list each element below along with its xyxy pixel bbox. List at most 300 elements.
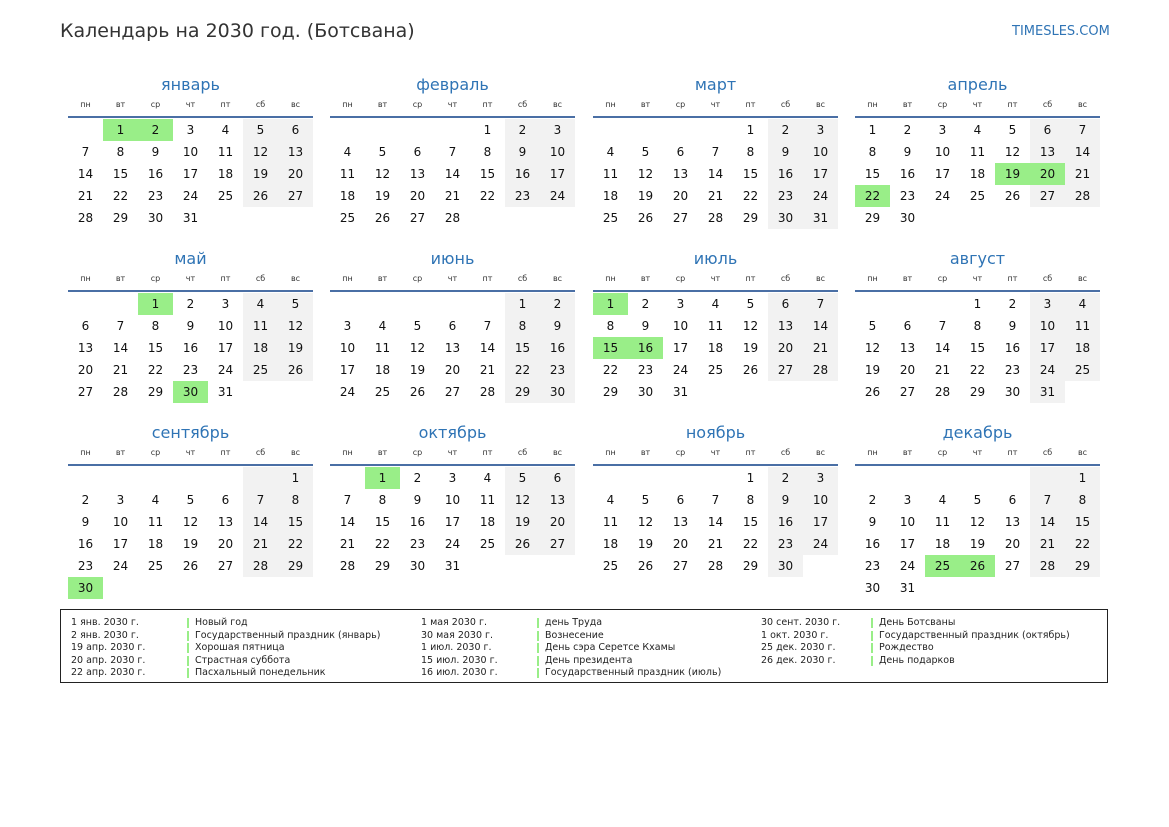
day-cell: 20 bbox=[77, 363, 94, 377]
empty-cell bbox=[855, 467, 890, 489]
day-cell: 18 bbox=[374, 363, 391, 377]
weekday-header bbox=[330, 446, 575, 466]
day-cell: 28 bbox=[707, 211, 724, 225]
day-cell: 3 bbox=[540, 119, 575, 141]
day-cell: 29 bbox=[147, 385, 164, 399]
day-cell: 16 bbox=[182, 341, 199, 355]
legend-date: 15 июл. 2030 г. bbox=[421, 654, 498, 666]
weekday-header bbox=[593, 272, 838, 292]
day-cell: 4 bbox=[1065, 293, 1100, 315]
empty-cell bbox=[138, 467, 173, 489]
day-cell: 12 bbox=[742, 319, 759, 333]
day-cell: 24 bbox=[112, 559, 129, 573]
day-cell: 5 bbox=[746, 297, 755, 311]
weekday-label: вт bbox=[115, 274, 126, 283]
month-name: апрель bbox=[947, 75, 1008, 94]
legend-holiday-name: День подарков bbox=[879, 654, 955, 666]
day-cell: 30 bbox=[147, 211, 164, 225]
legend-holiday-name: Государственный праздник (январь) bbox=[195, 629, 381, 641]
empty-cell bbox=[663, 467, 698, 489]
day-cell: 9 bbox=[151, 145, 160, 159]
day-cell: 16 bbox=[899, 167, 916, 181]
day-cell: 13 bbox=[899, 341, 916, 355]
empty-cell bbox=[593, 467, 628, 489]
legend-holiday-name: Хорошая пятница bbox=[195, 642, 285, 653]
day-cell: 6 bbox=[676, 493, 685, 507]
empty-cell bbox=[960, 467, 995, 489]
day-cell: 13 bbox=[278, 141, 313, 163]
day-grid bbox=[593, 467, 838, 577]
day-cell: 3 bbox=[221, 297, 230, 311]
empty-cell bbox=[698, 467, 733, 489]
month-name: ноябрь bbox=[685, 423, 746, 442]
weekday-label: пт bbox=[1007, 274, 1018, 283]
legend-row bbox=[61, 630, 1107, 643]
day-cell: 8 bbox=[973, 319, 982, 333]
empty-cell bbox=[628, 467, 663, 489]
legend-holiday-name: Вознесение bbox=[545, 629, 604, 641]
legend-marker bbox=[871, 643, 873, 653]
day-cell: 1 bbox=[1065, 467, 1100, 489]
legend-date: 30 сент. 2030 г. bbox=[761, 617, 841, 628]
day-cell: 20 bbox=[540, 511, 575, 533]
day-cell: 30 bbox=[768, 555, 803, 577]
weekday-label: пн bbox=[80, 448, 91, 457]
day-cell: 30 bbox=[409, 559, 426, 573]
empty-cell bbox=[330, 119, 365, 141]
day-cell: 6 bbox=[540, 467, 575, 489]
day-cell: 8 bbox=[151, 319, 160, 333]
day-cell: 2 bbox=[641, 297, 650, 311]
empty-cell bbox=[1065, 577, 1100, 599]
holiday-day: 25 bbox=[925, 555, 960, 577]
empty-cell bbox=[173, 467, 208, 489]
day-cell: 20 bbox=[444, 363, 461, 377]
empty-cell bbox=[470, 555, 505, 577]
weekday-label: вт bbox=[377, 448, 388, 457]
day-cell: 6 bbox=[1008, 493, 1017, 507]
day-cell: 18 bbox=[602, 537, 619, 551]
day-cell: 29 bbox=[602, 385, 619, 399]
day-cell: 20 bbox=[409, 189, 426, 203]
day-cell: 28 bbox=[339, 559, 356, 573]
day-cell: 17 bbox=[803, 511, 838, 533]
empty-cell bbox=[68, 293, 103, 315]
day-cell: 14 bbox=[803, 315, 838, 337]
day-cell: 5 bbox=[641, 493, 650, 507]
day-cell: 5 bbox=[413, 319, 422, 333]
day-cell: 28 bbox=[1065, 185, 1100, 207]
day-cell: 21 bbox=[707, 189, 724, 203]
day-cell: 27 bbox=[278, 185, 313, 207]
weekday-header bbox=[593, 98, 838, 118]
empty-cell bbox=[855, 293, 890, 315]
empty-cell bbox=[995, 467, 1030, 489]
legend-date: 26 дек. 2030 г. bbox=[761, 654, 836, 666]
weekday-label: сб bbox=[780, 274, 791, 283]
day-cell: 4 bbox=[151, 493, 160, 507]
day-cell: 16 bbox=[147, 167, 164, 181]
day-cell: 3 bbox=[448, 471, 457, 485]
day-cell: 22 bbox=[147, 363, 164, 377]
weekday-label: пт bbox=[482, 100, 493, 109]
day-cell: 3 bbox=[343, 319, 352, 333]
day-cell: 29 bbox=[278, 555, 313, 577]
day-cell: 21 bbox=[444, 189, 461, 203]
day-cell: 25 bbox=[1065, 359, 1100, 381]
legend-marker bbox=[871, 618, 873, 628]
weekday-label: сб bbox=[517, 448, 528, 457]
day-cell: 6 bbox=[448, 319, 457, 333]
day-cell: 23 bbox=[182, 363, 199, 377]
day-cell: 14 bbox=[339, 515, 356, 529]
weekday-label: вт bbox=[377, 100, 388, 109]
empty-cell bbox=[68, 119, 103, 141]
day-cell: 8 bbox=[116, 145, 125, 159]
day-cell: 3 bbox=[1030, 293, 1065, 315]
day-cell: 27 bbox=[1004, 559, 1021, 573]
weekday-label: вс bbox=[552, 448, 563, 457]
day-cell: 20 bbox=[672, 189, 689, 203]
day-cell: 10 bbox=[803, 489, 838, 511]
day-cell: 6 bbox=[768, 293, 803, 315]
empty-cell bbox=[1065, 381, 1100, 403]
day-cell: 11 bbox=[602, 515, 619, 529]
day-cell: 8 bbox=[505, 315, 540, 337]
day-cell: 23 bbox=[77, 559, 94, 573]
empty-cell bbox=[103, 577, 138, 599]
day-cell: 23 bbox=[768, 185, 803, 207]
day-cell: 31 bbox=[217, 385, 234, 399]
day-cell: 7 bbox=[1030, 489, 1065, 511]
day-cell: 20 bbox=[899, 363, 916, 377]
day-grid bbox=[855, 467, 1100, 599]
day-cell: 24 bbox=[182, 189, 199, 203]
day-cell: 26 bbox=[864, 385, 881, 399]
day-cell: 10 bbox=[803, 141, 838, 163]
legend-date: 25 дек. 2030 г. bbox=[761, 642, 836, 653]
day-cell: 17 bbox=[803, 163, 838, 185]
day-cell: 4 bbox=[973, 123, 982, 137]
month-5 bbox=[68, 248, 313, 403]
day-cell: 13 bbox=[1004, 515, 1021, 529]
day-cell: 13 bbox=[540, 489, 575, 511]
day-cell: 2 bbox=[868, 493, 877, 507]
day-cell: 14 bbox=[1030, 511, 1065, 533]
empty-cell bbox=[698, 119, 733, 141]
legend-date: 1 мая 2030 г. bbox=[421, 617, 487, 628]
legend-date: 20 апр. 2030 г. bbox=[71, 654, 146, 666]
weekday-label: пн bbox=[342, 100, 353, 109]
day-cell: 18 bbox=[969, 167, 986, 181]
day-cell: 26 bbox=[1004, 189, 1021, 203]
day-cell: 8 bbox=[483, 145, 492, 159]
weekday-label: вт bbox=[115, 448, 126, 457]
day-cell: 10 bbox=[182, 145, 199, 159]
day-cell: 31 bbox=[803, 207, 838, 229]
legend-date: 16 июл. 2030 г. bbox=[421, 667, 498, 678]
day-cell: 27 bbox=[540, 533, 575, 555]
day-cell: 21 bbox=[803, 337, 838, 359]
empty-cell bbox=[365, 293, 400, 315]
empty-cell bbox=[435, 293, 470, 315]
empty-cell bbox=[505, 555, 540, 577]
day-cell: 15 bbox=[374, 515, 391, 529]
weekday-label: вс bbox=[552, 100, 563, 109]
day-cell: 5 bbox=[641, 145, 650, 159]
day-cell: 21 bbox=[243, 533, 278, 555]
day-cell: 7 bbox=[1065, 119, 1100, 141]
day-cell: 18 bbox=[934, 537, 951, 551]
month-8 bbox=[855, 248, 1100, 403]
day-cell: 2 bbox=[768, 467, 803, 489]
brand-link[interactable]: TIMESLES.COM bbox=[1012, 24, 1110, 39]
day-cell: 6 bbox=[221, 493, 230, 507]
day-cell: 7 bbox=[81, 145, 90, 159]
legend-holiday-name: День президента bbox=[545, 654, 633, 666]
day-cell: 2 bbox=[186, 297, 195, 311]
weekday-label: ср bbox=[675, 448, 686, 457]
holiday-day: 16 bbox=[628, 337, 663, 359]
legend-date: 2 янв. 2030 г. bbox=[71, 629, 139, 641]
empty-cell bbox=[243, 207, 278, 229]
day-cell: 19 bbox=[969, 537, 986, 551]
day-cell: 26 bbox=[742, 363, 759, 377]
day-cell: 10 bbox=[339, 341, 356, 355]
day-grid bbox=[593, 293, 838, 403]
empty-cell bbox=[138, 577, 173, 599]
weekday-label: вс bbox=[815, 448, 826, 457]
empty-cell bbox=[803, 381, 838, 403]
day-cell: 26 bbox=[637, 211, 654, 225]
legend-date: 19 апр. 2030 г. bbox=[71, 642, 146, 653]
day-cell: 5 bbox=[243, 119, 278, 141]
day-cell: 1 bbox=[746, 123, 755, 137]
day-cell: 29 bbox=[742, 559, 759, 573]
day-cell: 27 bbox=[217, 559, 234, 573]
day-cell: 16 bbox=[1004, 341, 1021, 355]
day-cell: 28 bbox=[707, 559, 724, 573]
day-cell: 12 bbox=[278, 315, 313, 337]
day-cell: 19 bbox=[278, 337, 313, 359]
day-cell: 26 bbox=[278, 359, 313, 381]
weekday-header bbox=[68, 446, 313, 466]
legend-date: 1 июл. 2030 г. bbox=[421, 642, 492, 653]
day-cell: 15 bbox=[742, 515, 759, 529]
day-cell: 23 bbox=[147, 189, 164, 203]
empty-cell bbox=[540, 207, 575, 229]
weekday-label: чт bbox=[972, 100, 983, 109]
day-cell: 16 bbox=[540, 337, 575, 359]
day-cell: 4 bbox=[243, 293, 278, 315]
day-cell: 19 bbox=[742, 341, 759, 355]
month-name: август bbox=[949, 249, 1006, 268]
day-cell: 22 bbox=[479, 189, 496, 203]
day-cell: 27 bbox=[899, 385, 916, 399]
weekday-label: пн bbox=[867, 274, 878, 283]
empty-cell bbox=[400, 119, 435, 141]
day-cell: 29 bbox=[742, 211, 759, 225]
weekday-label: сб bbox=[255, 274, 266, 283]
legend-row bbox=[61, 617, 1107, 630]
day-cell: 25 bbox=[147, 559, 164, 573]
day-cell: 17 bbox=[112, 537, 129, 551]
empty-cell bbox=[103, 467, 138, 489]
day-cell: 4 bbox=[606, 493, 615, 507]
weekday-label: вс bbox=[290, 100, 301, 109]
day-cell: 1 bbox=[278, 467, 313, 489]
day-grid bbox=[68, 119, 313, 229]
weekday-header bbox=[593, 446, 838, 466]
day-cell: 2 bbox=[1008, 297, 1017, 311]
weekday-label: пт bbox=[1007, 100, 1018, 109]
holiday-day: 19 bbox=[995, 163, 1030, 185]
weekday-label: пт bbox=[745, 100, 756, 109]
day-cell: 31 bbox=[444, 559, 461, 573]
weekday-label: ср bbox=[150, 100, 161, 109]
day-cell: 11 bbox=[969, 145, 986, 159]
day-cell: 7 bbox=[803, 293, 838, 315]
day-grid bbox=[330, 467, 575, 577]
day-cell: 30 bbox=[864, 581, 881, 595]
day-cell: 3 bbox=[803, 119, 838, 141]
day-cell: 10 bbox=[217, 319, 234, 333]
day-cell: 13 bbox=[1030, 141, 1065, 163]
day-cell: 8 bbox=[378, 493, 387, 507]
month-9 bbox=[68, 422, 313, 599]
day-cell: 12 bbox=[409, 341, 426, 355]
day-cell: 3 bbox=[938, 123, 947, 137]
empty-cell bbox=[173, 577, 208, 599]
holiday-day: 1 bbox=[103, 119, 138, 141]
month-10 bbox=[330, 422, 575, 577]
empty-cell bbox=[400, 293, 435, 315]
day-cell: 24 bbox=[803, 185, 838, 207]
legend-holiday-name: Государственный праздник (октябрь) bbox=[879, 629, 1070, 641]
day-cell: 17 bbox=[339, 363, 356, 377]
empty-cell bbox=[470, 207, 505, 229]
day-cell: 14 bbox=[707, 515, 724, 529]
weekday-header bbox=[855, 446, 1100, 466]
weekday-header bbox=[855, 98, 1100, 118]
day-cell: 31 bbox=[899, 581, 916, 595]
day-cell: 14 bbox=[934, 341, 951, 355]
month-name: февраль bbox=[416, 75, 489, 94]
weekday-label: чт bbox=[185, 448, 196, 457]
day-cell: 28 bbox=[77, 211, 94, 225]
day-cell: 14 bbox=[444, 167, 461, 181]
month-name: сентябрь bbox=[151, 423, 230, 442]
holiday-legend bbox=[60, 609, 1108, 683]
day-cell: 12 bbox=[243, 141, 278, 163]
day-cell: 27 bbox=[409, 211, 426, 225]
day-cell: 29 bbox=[969, 385, 986, 399]
day-cell: 12 bbox=[637, 515, 654, 529]
day-cell: 22 bbox=[278, 533, 313, 555]
weekday-label: сб bbox=[255, 448, 266, 457]
empty-cell bbox=[1030, 577, 1065, 599]
day-cell: 7 bbox=[243, 489, 278, 511]
day-cell: 20 bbox=[1004, 537, 1021, 551]
day-cell: 7 bbox=[343, 493, 352, 507]
day-cell: 9 bbox=[186, 319, 195, 333]
day-cell: 3 bbox=[803, 467, 838, 489]
day-cell: 12 bbox=[637, 167, 654, 181]
day-cell: 27 bbox=[672, 211, 689, 225]
day-cell: 19 bbox=[505, 511, 540, 533]
empty-cell bbox=[925, 577, 960, 599]
weekday-label: пт bbox=[745, 448, 756, 457]
day-cell: 5 bbox=[868, 319, 877, 333]
day-cell: 22 bbox=[742, 537, 759, 551]
empty-cell bbox=[890, 467, 925, 489]
legend-marker bbox=[871, 631, 873, 641]
holiday-day: 1 bbox=[365, 467, 400, 489]
weekday-label: пт bbox=[220, 274, 231, 283]
day-cell: 18 bbox=[1065, 337, 1100, 359]
day-cell: 18 bbox=[339, 189, 356, 203]
empty-cell bbox=[470, 293, 505, 315]
day-cell: 13 bbox=[217, 515, 234, 529]
day-cell: 6 bbox=[903, 319, 912, 333]
day-cell: 15 bbox=[112, 167, 129, 181]
legend-date: 1 окт. 2030 г. bbox=[761, 629, 829, 641]
legend-date: 22 апр. 2030 г. bbox=[71, 667, 146, 678]
day-cell: 29 bbox=[1065, 555, 1100, 577]
day-cell: 22 bbox=[742, 189, 759, 203]
day-cell: 27 bbox=[444, 385, 461, 399]
legend-column bbox=[61, 617, 1107, 667]
weekday-label: вс bbox=[1077, 100, 1088, 109]
weekday-label: вт bbox=[640, 274, 651, 283]
day-cell: 24 bbox=[803, 533, 838, 555]
weekday-label: вт bbox=[640, 100, 651, 109]
day-grid bbox=[593, 119, 838, 229]
day-cell: 7 bbox=[938, 319, 947, 333]
day-cell: 21 bbox=[1030, 533, 1065, 555]
day-cell: 2 bbox=[903, 123, 912, 137]
weekday-label: вт bbox=[377, 274, 388, 283]
holiday-day: 26 bbox=[960, 555, 995, 577]
empty-cell bbox=[68, 467, 103, 489]
day-cell: 18 bbox=[243, 337, 278, 359]
weekday-label: чт bbox=[972, 274, 983, 283]
month-name: октябрь bbox=[418, 423, 487, 442]
day-grid bbox=[855, 119, 1100, 229]
day-cell: 21 bbox=[707, 537, 724, 551]
day-cell: 26 bbox=[505, 533, 540, 555]
empty-cell bbox=[208, 207, 243, 229]
month-2 bbox=[330, 74, 575, 229]
month-1 bbox=[68, 74, 313, 229]
empty-cell bbox=[960, 207, 995, 229]
day-cell: 31 bbox=[182, 211, 199, 225]
empty-cell bbox=[733, 381, 768, 403]
day-cell: 11 bbox=[934, 515, 951, 529]
day-cell: 15 bbox=[864, 167, 881, 181]
day-cell: 30 bbox=[540, 381, 575, 403]
weekday-header bbox=[68, 272, 313, 292]
day-cell: 6 bbox=[81, 319, 90, 333]
weekday-label: вс bbox=[815, 100, 826, 109]
empty-cell bbox=[278, 381, 313, 403]
day-cell: 8 bbox=[278, 489, 313, 511]
day-cell: 19 bbox=[243, 163, 278, 185]
month-11 bbox=[593, 422, 838, 577]
day-cell: 21 bbox=[339, 537, 356, 551]
day-cell: 14 bbox=[707, 167, 724, 181]
day-cell: 2 bbox=[81, 493, 90, 507]
